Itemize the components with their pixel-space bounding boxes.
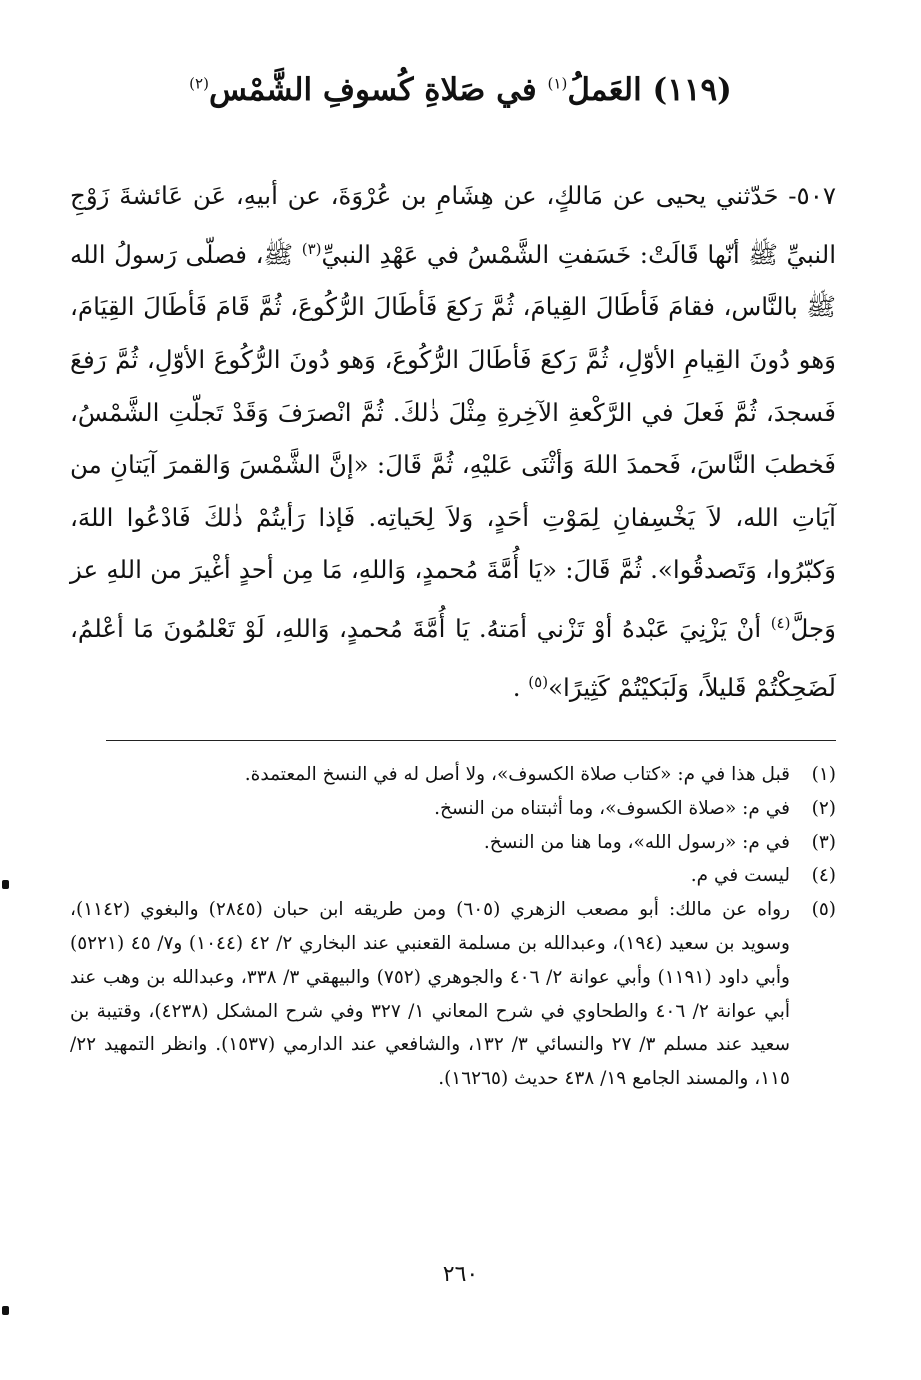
footnote-ref-3: (٣) [301, 239, 322, 258]
chapter-title-part2: في صَلاةِ كُسوفِ الشَّمْس [208, 72, 548, 108]
hadith-paragraph [70, 170, 836, 714]
footnote-number: (٣) [811, 831, 836, 853]
hadith-body [70, 170, 836, 714]
chapter-title-part1: (١١٩) العَملُ [567, 72, 732, 108]
footnote-divider [106, 740, 836, 741]
footnote-item [70, 826, 836, 860]
footnote-item [70, 859, 836, 893]
footnote-number: (٢) [811, 797, 836, 819]
footnotes-section [70, 758, 836, 1096]
chapter-heading [60, 70, 861, 110]
footnote-number: (٥) [811, 899, 836, 921]
hadith-text-part2: ﷺ، فصلّى رَسولُ الله ﷺ بالنَّاس، فقامَ فَأطَالَ القِيامَ، ثُمَّ رَكعَ فَأطَالَ الرُّكُوعَ، ثُمَّ قَامَ فَأطَالَ القِيَامَ، وَهو دُونَ القِيامِ الأوّلِ، ثُمَّ رَكعَ فَأطَالَ الرُّكُوعَ، وَهو دُونَ الرُّكُوعَ الأوّلِ، ثُمَّ رَفعَ فَسجدَ، ثُمَّ فَعلَ في الرَّكْعةِ الآخِرةِ مِثْلَ ذٰلكَ. ثُمَّ انْصرَفَ وَقَدْ تَجلّتِ الشَّمْسُ، فَخطبَ النَّاسَ، فَحمدَ اللهَ وَأثْنَى عَليْهِ، ثُمَّ قَالَ: «إنَّ الشَّمْسَ وَالقمرَ آيَتانِ من آيَاتِ الله، لاَ يَخْسِفانِ لِمَوْتِ أحَدٍ، وَلاَ لِحَياتِه. فَإذا رَأيتُمْ ذٰلكَ فَادْعُوا اللهَ، وَكبّرُوا، وَتَصدقُوا». ثُمَّ قَالَ: «يَا أُمَّةَ مُحمدٍ، وَاللهِ، مَا مِن أحدٍ أغْيرَ من اللهِ عز وَجلَّ [70, 239, 836, 644]
hadith-text-part1: ٥٠٧- حَدّثني يحيى عن مَالكٍ، عن هِشَامِ بن عُرْوَةَ، عن أبيهِ، عَن عَائشةَ زَوْجِ النبيِّ ﷺ أنّها قَالَتْ: خَسَفتِ الشَّمْسُ في عَهْدِ النبيِّ [70, 181, 837, 269]
footnote-number: (٤) [811, 865, 836, 887]
footnote-item [70, 893, 836, 1096]
footnote-number: (١) [811, 764, 836, 785]
footnote-ref-5: (٥) [528, 672, 549, 691]
footnote-ref-4: (٤) [770, 613, 791, 632]
footnote-text: رواه عن مالك: أبو مصعب الزهري (٦٠٥) ومن طريقه ابن حبان (٢٨٤٥) والبغوي (١١٤٢)، وسويد بن سعيد (١٩٤)، وعبدالله بن مسلمة القعنبي عند البخاري ٢/ ٤٢ (١٠٤٤) و٧/ ٤٥ (٥٢٢١) وأبي داود (١١٩١) وأبي عوانة ٢/ ٤٠٦ والجوهري (٧٥٢) والبيهقي ٣/ ٣٣٨، وعبدالله بن وهب عند أبي عوانة ٢/ ٤٠٦ والطحاوي في شرح المعاني ١/ ٣٢٧ وفي شرح المشكل (٤٢٣٨)، وقتيبة بن سعيد عند مسلم ٣/ ٢٧ والنسائي ٣/ ١٣٢، والشافعي عند الدارمي (١٥٣٧). وانظر التمهيد ٢٢/ ١١٥، والمسند الجامع ١٩/ ٤٣٨ حديث (١٦٢٦٥). [70, 899, 791, 1090]
hadith-text-end: . [512, 672, 529, 702]
scan-speck [2, 880, 9, 889]
footnote-item [70, 758, 836, 792]
footnote-ref-2: (٢) [189, 74, 209, 93]
footnote-text: ليست في م. [690, 865, 790, 887]
footnote-text: في م: «رسول الله»، وما هنا من النسخ. [483, 831, 790, 853]
footnote-item [70, 792, 836, 826]
hadith-text-part3: أنْ يَزْنِيَ عَبْدهُ أوْ تَزْني أمَتهُ. يَا أُمَّةَ مُحمدٍ، وَاللهِ، لَوْ تَعْلمُونَ مَا أعْلمُ، لَضَحِكْتُمْ قَليلاً، وَلَبَكيْتُمْ كَثِيرًا» [70, 614, 836, 702]
footnote-text: قبل هذا في م: «كتاب صلاة الكسوف»، ولا أصل له في النسخ المعتمدة. [244, 764, 790, 785]
scan-speck [2, 1306, 9, 1315]
footnote-ref-1: (١) [547, 74, 568, 93]
page-number: ٢٦٠ [442, 1262, 479, 1287]
footnote-text: في م: «صلاة الكسوف»، وما أثبتناه من النسخ. [434, 797, 790, 819]
